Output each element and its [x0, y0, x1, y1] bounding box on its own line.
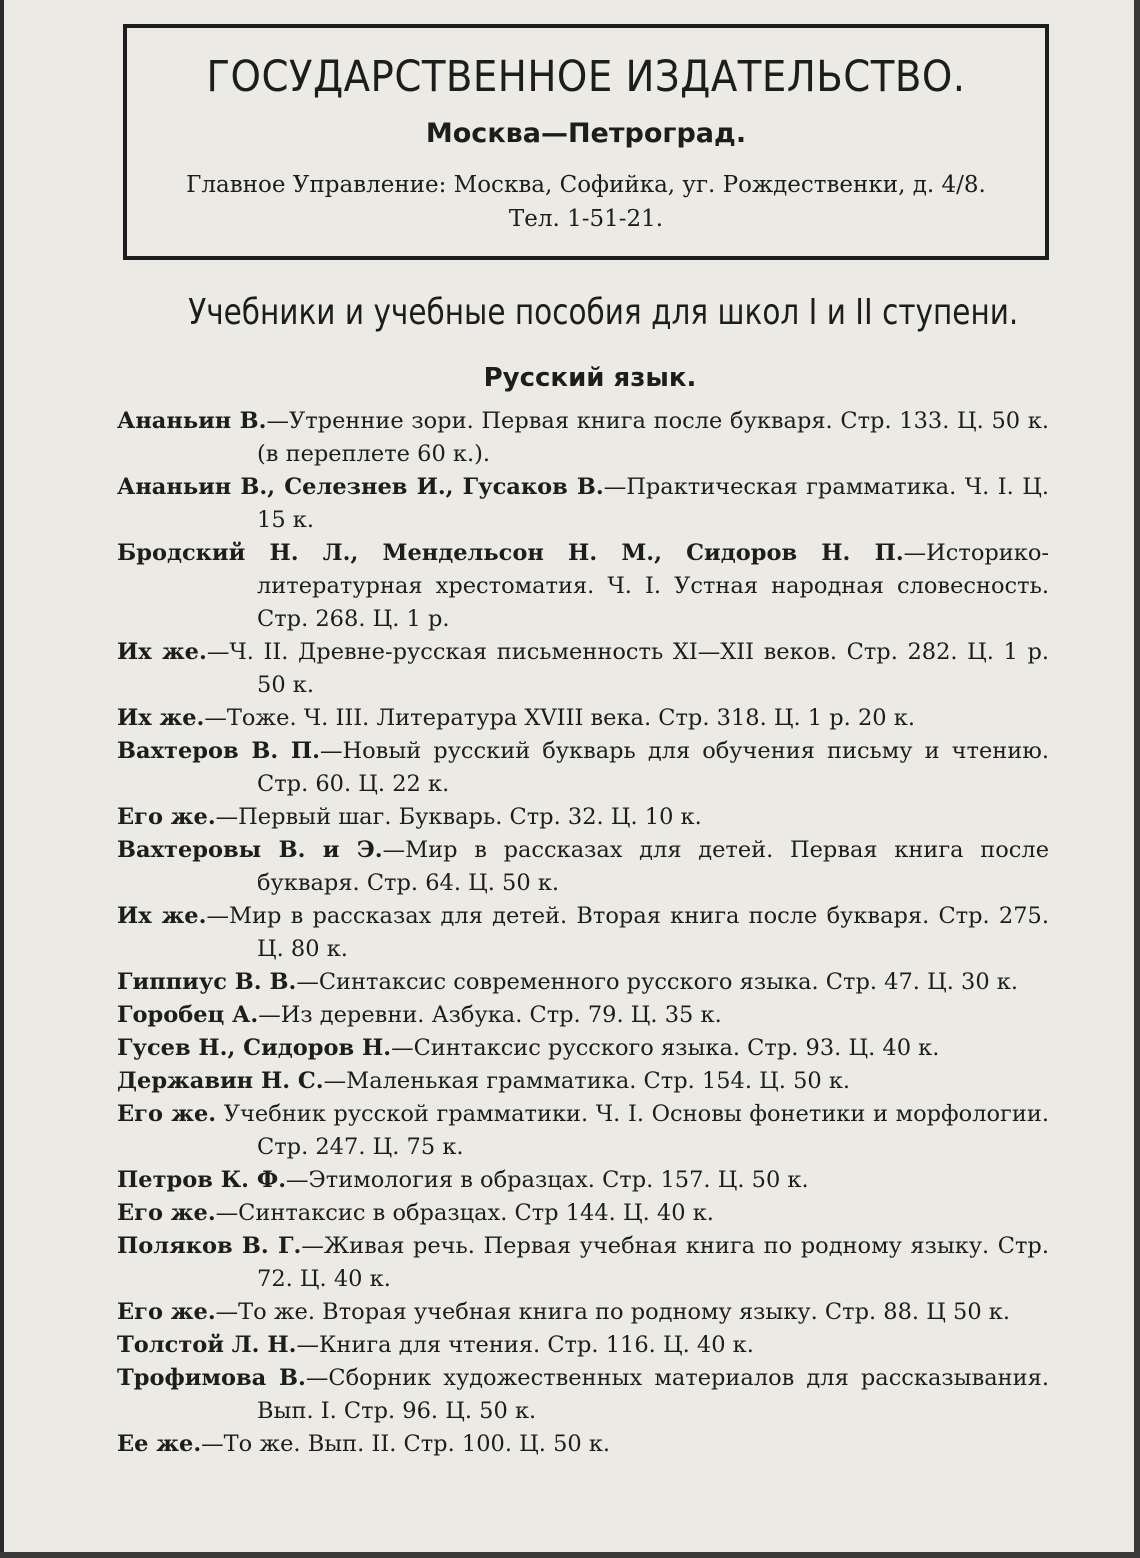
section-title: Учебники и учебные пособия для школ I и II ступени. [188, 292, 1019, 333]
book-author: Его же. [117, 1101, 217, 1127]
book-author: Горобец А. [117, 1002, 259, 1028]
book-entry [117, 405, 1049, 471]
book-author: Его же. [117, 1299, 216, 1325]
book-author: Гусев Н., Сидоров Н. [117, 1035, 392, 1061]
book-description: —Тоже. Ч. III. Литература XVIII века. Стр. 318. Ц. 1 р. 20 к. [204, 705, 915, 731]
book-author: Их же. [117, 705, 205, 731]
book-author: Державин Н. С. [117, 1068, 324, 1094]
book-description: —Ч. II. Древне-русская письменность XI—XII веков. Стр. 282. Ц. 1 р. 50 к. [206, 639, 1049, 698]
book-entry [117, 1065, 1049, 1098]
book-entry [117, 834, 1049, 900]
book-entry [117, 636, 1049, 702]
book-author: Его же. [117, 804, 216, 830]
book-description: —То же. Вып. II. Стр. 100. Ц. 50 к. [201, 1431, 611, 1457]
book-description: —Синтаксис русского языка. Стр. 93. Ц. 40 к. [391, 1035, 940, 1061]
book-author: Бродский Н. Л., Мендельсон Н. М., Сидоров Н. П. [117, 540, 904, 566]
publisher-phone: Тел. 1-51-21. [508, 206, 664, 232]
publisher-name: ГОСУДАРСТВЕННОЕ ИЗДАТЕЛЬСТВО. [206, 52, 966, 102]
book-entry [117, 1164, 1049, 1197]
book-description: —Первый шаг. Букварь. Стр. 32. Ц. 10 к. [215, 804, 702, 830]
book-entry [117, 966, 1049, 999]
book-entry [117, 1296, 1049, 1329]
book-description: —Синтаксис в образцах. Стр 144. Ц. 40 к. [215, 1200, 714, 1226]
book-entry [117, 537, 1049, 636]
book-description: —Мир в рассказах для детей. Вторая книга после букваря. Стр. 275. Ц. 80 к. [206, 903, 1049, 962]
book-description: —Практическая грамматика. Ч. I. Ц. 15 к. [257, 474, 1049, 533]
book-description: —Новый русский букварь для обучения письму и чтению. Стр. 60. Ц. 22 к. [257, 738, 1049, 797]
book-description: —Книга для чтения. Стр. 116. Ц. 40 к. [296, 1332, 754, 1358]
book-entry [117, 471, 1049, 537]
publisher-address: Главное Управление: Москва, Софийка, уг. Рождественки, д. 4/8. [186, 172, 986, 198]
book-entry [117, 1362, 1049, 1428]
book-entry [117, 1428, 1049, 1461]
book-author: Поляков В. Г. [117, 1233, 302, 1259]
book-author: Ананьин В., Селезнев И., Гусаков В. [117, 474, 604, 500]
book-entry [117, 999, 1049, 1032]
book-description: —Сборник художественных материалов для рассказывания. Вып. I. Стр. 96. Ц. 50 к. [257, 1365, 1049, 1424]
book-author: Ананьин В. [117, 408, 267, 434]
book-author: Ее же. [117, 1431, 202, 1457]
book-author: Гиппиус В. В. [117, 969, 297, 995]
book-author: Его же. [117, 1200, 216, 1226]
book-author: Вахтеров В. П. [117, 738, 321, 764]
book-description: —Историко-литературная хрестоматия. Ч. I. Устная народная словесность. Стр. 268. Ц. 1 р. [257, 540, 1049, 632]
book-description: —Маленькая грамматика. Стр. 154. Ц. 50 к. [323, 1068, 851, 1094]
book-author: Их же. [117, 639, 207, 665]
book-author: Их же. [117, 903, 207, 929]
book-description: —Утренние зори. Первая книга после букваря. Стр. 133. Ц. 50 к. (в переплете 60 к.). [257, 408, 1049, 467]
book-author: Вахтеровы В. и Э. [117, 837, 383, 863]
book-description: —То же. Вторая учебная книга по родному языку. Стр. 88. Ц 50 к. [215, 1299, 1011, 1325]
book-description: —Этимология в образцах. Стр. 157. Ц. 50 к. [286, 1167, 809, 1193]
book-description: Учебник русской грамматики. Ч. I. Основы фонетики и морфологии. Стр. 247. Ц. 75 к. [216, 1101, 1049, 1160]
book-description: —Живая речь. Первая учебная книга по родному языку. Стр. 72. Ц. 40 к. [257, 1233, 1049, 1292]
book-author: Петров К. Ф. [117, 1167, 287, 1193]
publisher-header-box [123, 24, 1049, 260]
book-description: —Синтаксис современного русского языка. Стр. 47. Ц. 30 к. [296, 969, 1019, 995]
book-entry [117, 900, 1049, 966]
book-entry [117, 702, 1049, 735]
book-author: Трофимова В. [117, 1365, 306, 1391]
book-entry [117, 1098, 1049, 1164]
book-entry [117, 1032, 1049, 1065]
page-edge-right [1134, 0, 1140, 1558]
page-edge-bottom [0, 1552, 1140, 1558]
book-entry [117, 1329, 1049, 1362]
book-description: —Мир в рассказах для детей. Первая книга после букваря. Стр. 64. Ц. 50 к. [257, 837, 1050, 896]
page-edge-left [0, 0, 4, 1558]
book-list [117, 405, 1049, 1461]
book-entry [117, 1197, 1049, 1230]
book-author: Толстой Л. Н. [117, 1332, 297, 1358]
book-entry [117, 801, 1049, 834]
subject-title: Русский язык. [483, 363, 697, 393]
book-entry [117, 1230, 1049, 1296]
book-description: —Из деревни. Азбука. Стр. 79. Ц. 35 к. [258, 1002, 722, 1028]
publisher-cities: Москва—Петроград. [425, 118, 747, 149]
book-entry [117, 735, 1049, 801]
